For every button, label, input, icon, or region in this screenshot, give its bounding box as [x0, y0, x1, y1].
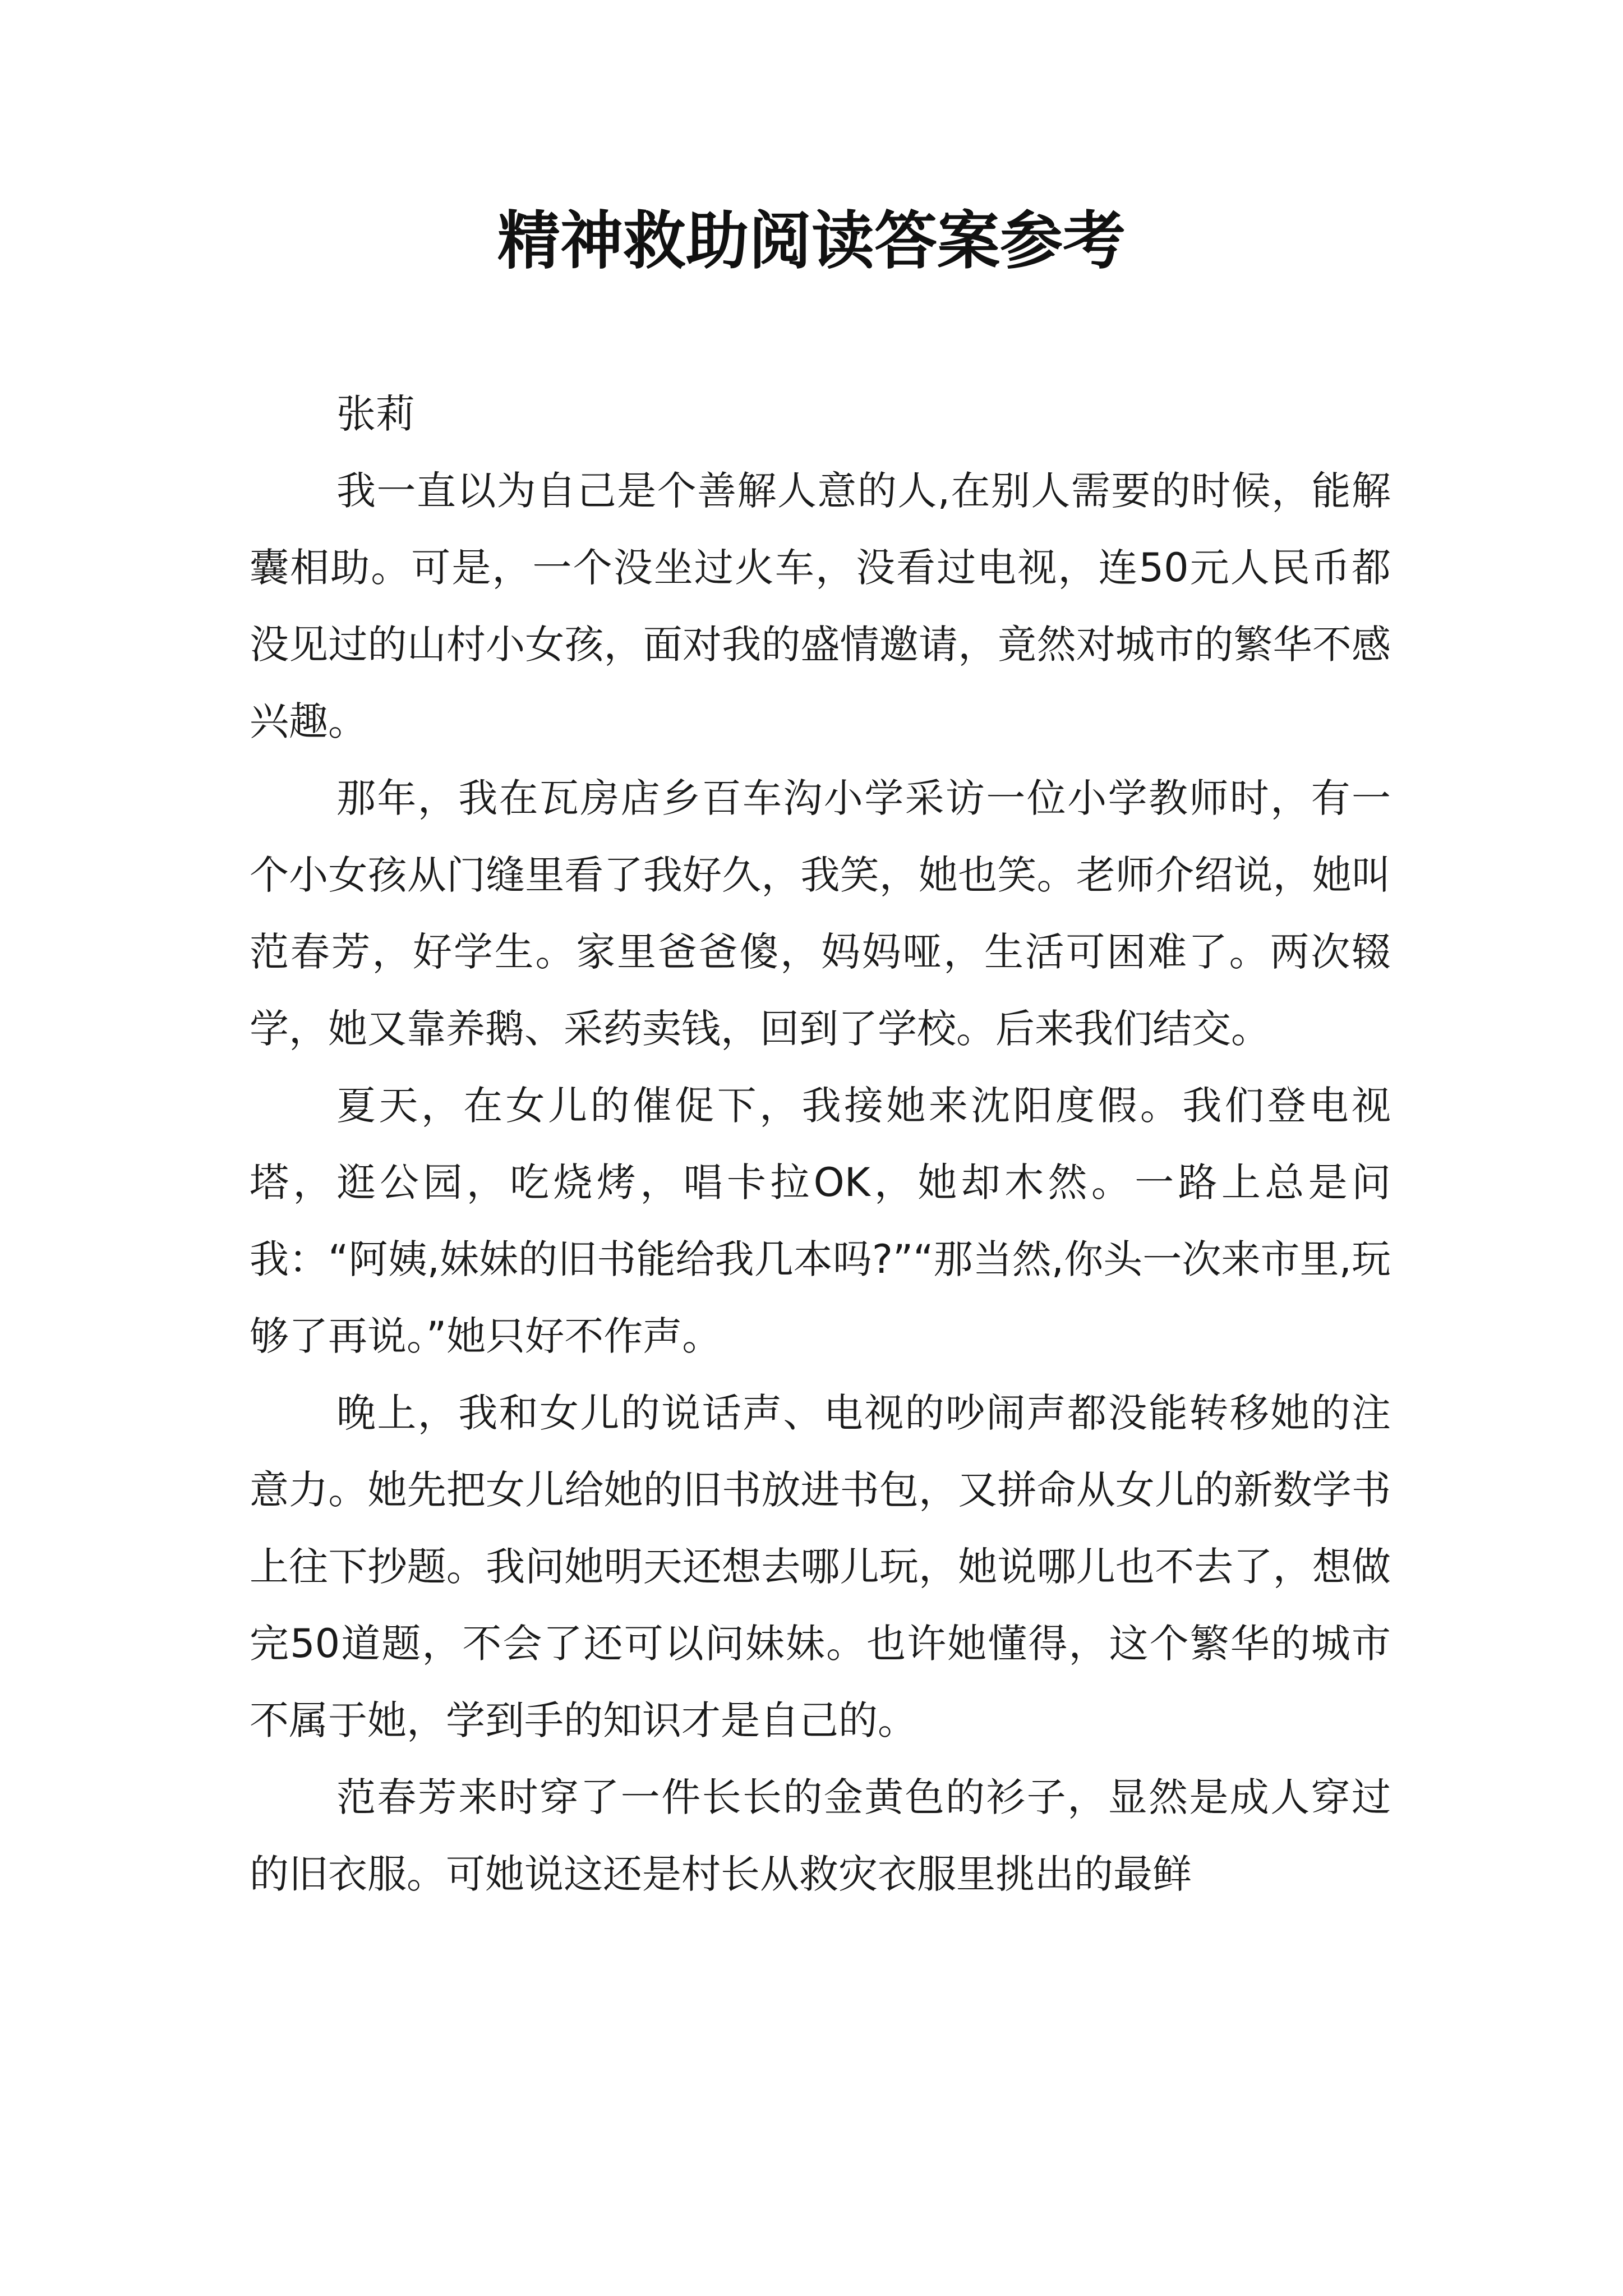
paragraph-2: 那年，我在瓦房店乡百车沟小学采访一位小学教师时，有一个小女孩从门缝里看了我好久，我笑，她也笑。老师介绍说，她叫范春芳，好学生。家里爸爸傻，妈妈哑，生活可困难了。两次辍学，她又靠养鹅、采药卖钱，回到了学校。后来我们结交。 — [250, 775, 1391, 1052]
paragraph-1: 我一直以为自己是个善解人意的人,在别人需要的时候，能解囊相助。可是，一个没坐过火车，没看过电视，连50元人民币都没见过的山村小女孩，面对我的盛情邀请，竟然对城市的繁华不感兴趣。 — [250, 468, 1391, 744]
document-body — [250, 376, 1391, 1913]
document-title: 精神救助阅读答案参考 — [497, 204, 1126, 278]
paragraph-4: 晚上，我和女儿的说话声、电视的吵闹声都没能转移她的注意力。她先把女儿给她的旧书放进书包，又拼命从女儿的新数学书上往下抄题。我问她明天还想去哪儿玩，她说哪儿也不去了，想做完50道题，不会了还可以问妹妹。也许她懂得，这个繁华的城市不属于她，学到手的知识才是自己的。 — [250, 1390, 1391, 1743]
paragraph-5: 范春芳来时穿了一件长长的金黄色的衫子，显然是成人穿过的旧衣服。可她说这还是村长从救灾衣服里挑出的最鲜 — [250, 1774, 1391, 1897]
author-name: 张莉 — [336, 391, 415, 437]
paragraph-3: 夏天，在女儿的催促下，我接她来沈阳度假。我们登电视塔，逛公园，吃烧烤，唱卡拉OK，她却木然。一路上总是问我：“阿姨,妹妹的旧书能给我几本吗?”“那当然,你头一次来市里,玩够了再说。”她只好不作声。 — [250, 1083, 1391, 1359]
